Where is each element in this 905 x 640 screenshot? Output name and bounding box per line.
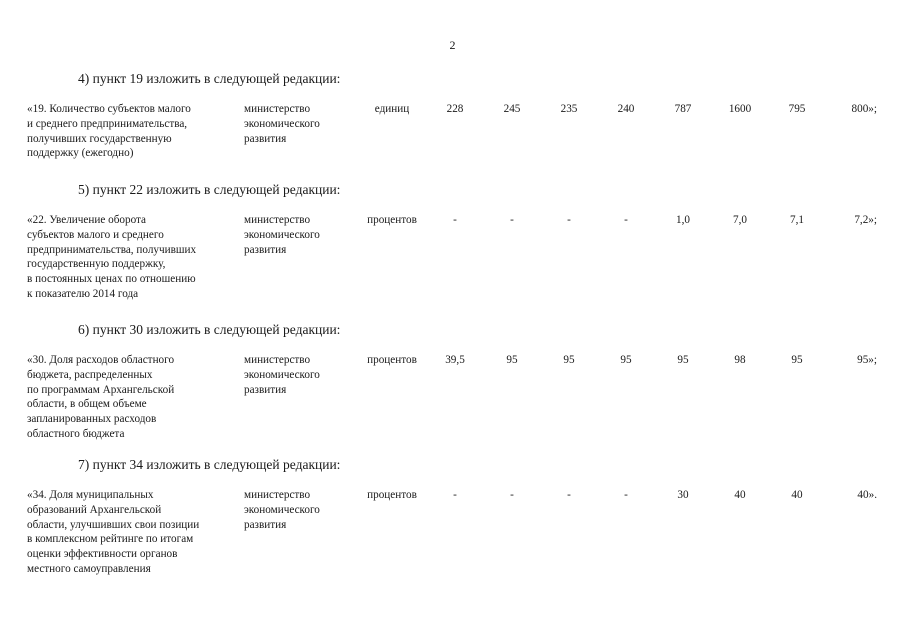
description-line: «34. Доля муниципальных xyxy=(27,489,154,501)
value-cell: 795 xyxy=(788,103,806,115)
ministry-line: министерство xyxy=(244,489,311,501)
value-cell: - xyxy=(567,214,571,226)
value-cell: 800»; xyxy=(851,103,877,115)
description-line: предпринимательства, получивших xyxy=(27,243,197,256)
value-cell: 95 xyxy=(620,354,632,366)
description-line: «22. Увеличение оборота xyxy=(27,214,147,226)
indicator-description xyxy=(27,213,237,302)
value-cell: 95 xyxy=(563,354,575,366)
indicator-description xyxy=(27,102,237,161)
description-line: в постоянных ценах по отношению xyxy=(27,273,196,286)
ministry-line: развития xyxy=(244,243,287,256)
value-cell: 1600 xyxy=(728,103,752,115)
value-cell: 7,2»; xyxy=(854,214,877,226)
instruction-item-4: 4) пункт 19 изложить в следующей редакции: xyxy=(78,71,341,86)
description-line: областного бюджета xyxy=(27,427,125,440)
description-line: «19. Количество субъектов малого xyxy=(27,103,191,115)
description-line: бюджета, распределенных xyxy=(27,368,153,381)
value-cell: 95»; xyxy=(857,354,877,366)
responsible-ministry xyxy=(244,353,354,397)
instruction-item-5: 5) пункт 22 изложить в следующей редакции: xyxy=(78,182,341,197)
value-cell: - xyxy=(453,489,457,501)
description-line: государственную поддержку, xyxy=(27,258,166,271)
value-cell: 95 xyxy=(791,354,803,366)
value-cell: 95 xyxy=(677,354,689,366)
value-cell: 7,1 xyxy=(790,214,804,226)
description-line: по программам Архангельской xyxy=(27,383,175,396)
description-line: области, улучшивших свои позиции xyxy=(27,518,200,531)
unit-of-measure: единиц xyxy=(374,103,410,115)
description-line: запланированных расходов xyxy=(27,413,157,426)
value-cell: 95 xyxy=(506,354,518,366)
value-cell: 235 xyxy=(560,103,578,115)
value-cell: - xyxy=(453,214,457,226)
ministry-line: экономического xyxy=(244,368,320,381)
value-cell: 240 xyxy=(617,103,635,115)
description-line: поддержку (ежегодно) xyxy=(27,147,134,160)
ministry-line: развития xyxy=(244,132,287,145)
ministry-line: экономического xyxy=(244,228,320,241)
description-line: к показателю 2014 года xyxy=(27,287,139,300)
value-cell: 40 xyxy=(791,489,803,501)
ministry-line: экономического xyxy=(244,503,320,516)
instruction-item-6: 6) пункт 30 изложить в следующей редакции: xyxy=(78,322,341,337)
description-line: и среднего предпринимательства, xyxy=(27,117,188,130)
responsible-ministry xyxy=(244,213,354,257)
unit-of-measure: процентов xyxy=(367,354,417,366)
value-cell: 39,5 xyxy=(445,354,465,366)
description-line: оценки эффективности органов xyxy=(27,548,178,561)
ministry-line: развития xyxy=(244,383,287,396)
value-cell: 30 xyxy=(677,489,689,501)
description-line: субъектов малого и среднего xyxy=(27,228,164,241)
responsible-ministry xyxy=(244,488,354,532)
value-cell: 40 xyxy=(734,489,746,501)
value-cell: - xyxy=(624,489,628,501)
description-line: «30. Доля расходов областного xyxy=(27,354,175,366)
unit-of-measure: процентов xyxy=(367,214,417,226)
value-cell: 1,0 xyxy=(676,214,690,226)
value-cell: 40». xyxy=(857,489,877,501)
indicator-description xyxy=(27,353,237,442)
description-line: получивших государственную xyxy=(27,132,172,145)
indicator-description xyxy=(27,488,237,577)
value-cell: 228 xyxy=(446,103,464,115)
value-cell: 245 xyxy=(503,103,521,115)
value-cell: - xyxy=(510,214,514,226)
description-line: области, в общем объеме xyxy=(27,398,147,411)
responsible-ministry xyxy=(244,102,354,146)
value-cell: - xyxy=(567,489,571,501)
ministry-line: министерство xyxy=(244,354,311,366)
unit-of-measure: процентов xyxy=(367,489,417,501)
ministry-line: министерство xyxy=(244,103,311,115)
description-line: образований Архангельской xyxy=(27,503,162,516)
value-cell: 787 xyxy=(674,103,692,115)
description-line: в комплексном рейтинге по итогам xyxy=(27,533,194,546)
instruction-item-7: 7) пункт 34 изложить в следующей редакции: xyxy=(78,457,341,472)
ministry-line: министерство xyxy=(244,214,311,226)
value-cell: - xyxy=(510,489,514,501)
description-line: местного самоуправления xyxy=(27,562,151,575)
value-cell: 98 xyxy=(734,354,746,366)
ministry-line: развития xyxy=(244,518,287,531)
page-number: 2 xyxy=(449,38,456,52)
ministry-line: экономического xyxy=(244,117,320,130)
value-cell: 7,0 xyxy=(733,214,747,226)
value-cell: - xyxy=(624,214,628,226)
